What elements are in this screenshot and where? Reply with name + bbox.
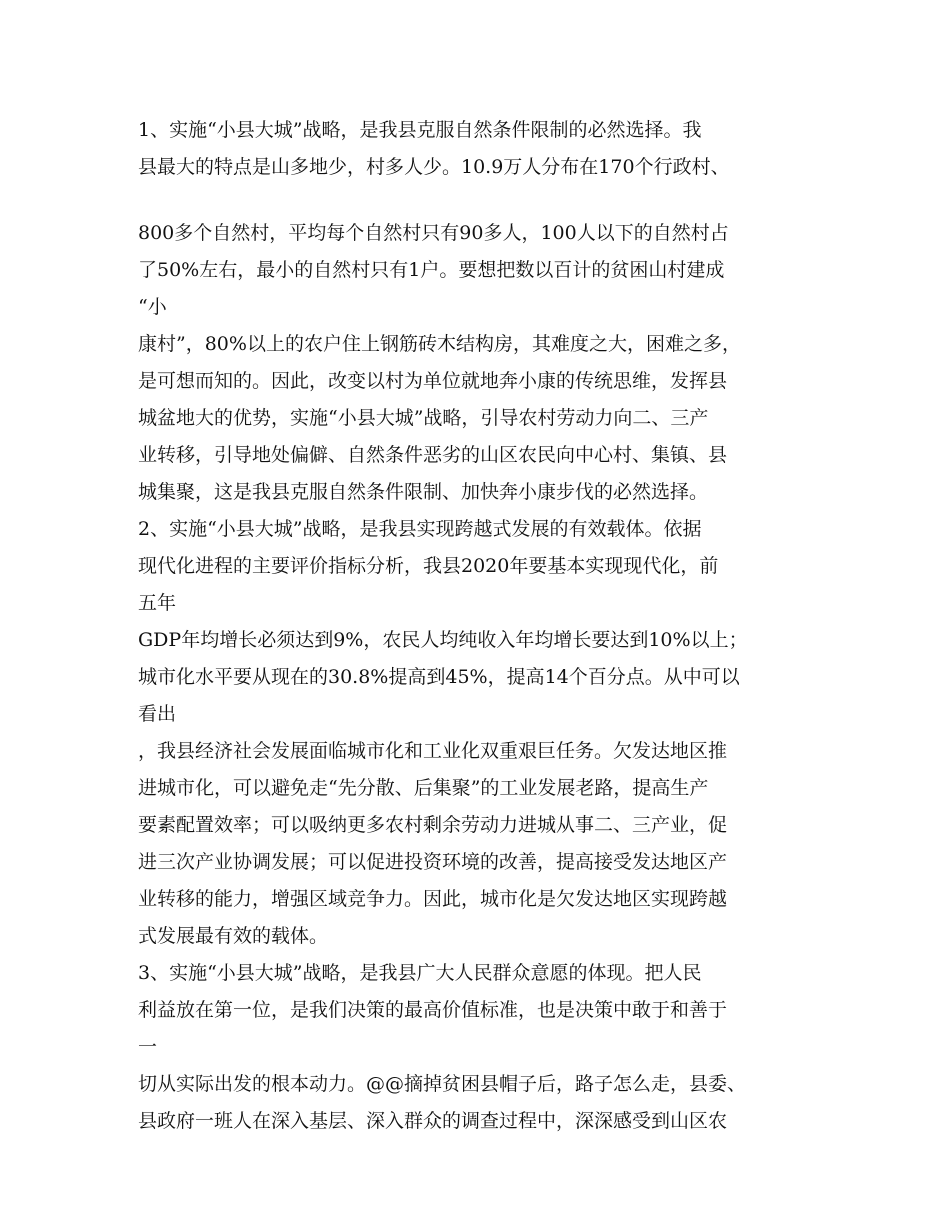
text-line: 业转移的能力，增强区域竞争力。因此，城市化是欠发达地区实现跨越 xyxy=(138,888,728,910)
text-line: 2、实施“小县大城”战略，是我县实现跨越式发展的有效载体。依据 xyxy=(138,518,702,540)
text-line: 要素配置效率；可以吸纳更多农村剩余劳动力进城从事二、三产业，促 xyxy=(138,814,728,836)
text-line: 式发展最有效的载体。 xyxy=(138,925,329,947)
text-line: 康村”，80%以上的农户住上钢筋砖木结构房，其难度之大，困难之多， xyxy=(138,333,741,355)
text-line: ，我县经济社会发展面临城市化和工业化双重艰巨任务。欠发达地区推 xyxy=(138,740,728,762)
text-line: 了50%左右，最小的自然村只有1户。要想把数以百计的贫困山村建成 xyxy=(138,259,725,281)
document-body xyxy=(138,112,828,1140)
paragraph-gap xyxy=(138,186,828,215)
text-line: 业转移，引导地处偏僻、自然条件恶劣的山区农民向中心村、集镇、县 xyxy=(138,444,728,466)
text-line: 现代化进程的主要评价指标分析，我县2020年要基本实现现代化，前 xyxy=(138,555,719,577)
text-line: 看出 xyxy=(138,703,177,725)
text-line: 进三次产业协调发展；可以促进投资环境的改善，提高接受发达地区产 xyxy=(138,851,728,873)
text-line: 城市化水平要从现在的30.8%提高到45%，提高14个百分点。从中可以 xyxy=(138,666,740,688)
text-line: 城集聚，这是我县克服自然条件限制、加快奔小康步伐的必然选择。 xyxy=(138,481,709,503)
text-line: 县最大的特点是山多地少，村多人少。10.9万人分布在170个行政村、 xyxy=(138,156,730,178)
text-line: 县政府一班人在深入基层、深入群众的调查过程中，深深感受到山区农 xyxy=(138,1110,728,1132)
text-line: “小 xyxy=(138,296,167,318)
text-line: 一 xyxy=(138,1036,158,1058)
text-line: 城盆地大的优势，实施“小县大城”战略，引导农村劳动力向二、三产 xyxy=(138,407,709,429)
text-line: 进城市化，可以避免走“先分散、后集聚”的工业发展老路，提高生产 xyxy=(138,777,709,799)
text-line: 3、实施“小县大城”战略，是我县广大人民群众意愿的体现。把人民 xyxy=(138,962,702,984)
text-line: 1、实施“小县大城”战略，是我县克服自然条件限制的必然选择。我 xyxy=(138,119,702,141)
text-line: 是可想而知的。因此，改变以村为单位就地奔小康的传统思维，发挥县 xyxy=(138,370,728,392)
text-line: GDP年均增长必须达到9%，农民人均纯收入年均增长要达到10%以上； xyxy=(138,629,748,651)
text-line: 800多个自然村，平均每个自然村只有90多人，100人以下的自然村占 xyxy=(138,222,729,244)
text-line: 五年 xyxy=(138,592,177,614)
text-line: 切从实际出发的根本动力。@@摘掉贫困县帽子后，路子怎么走，县委、 xyxy=(138,1073,747,1095)
text-line: 利益放在第一位，是我们决策的最高价值标准，也是决策中敢于和善于 xyxy=(138,999,728,1021)
